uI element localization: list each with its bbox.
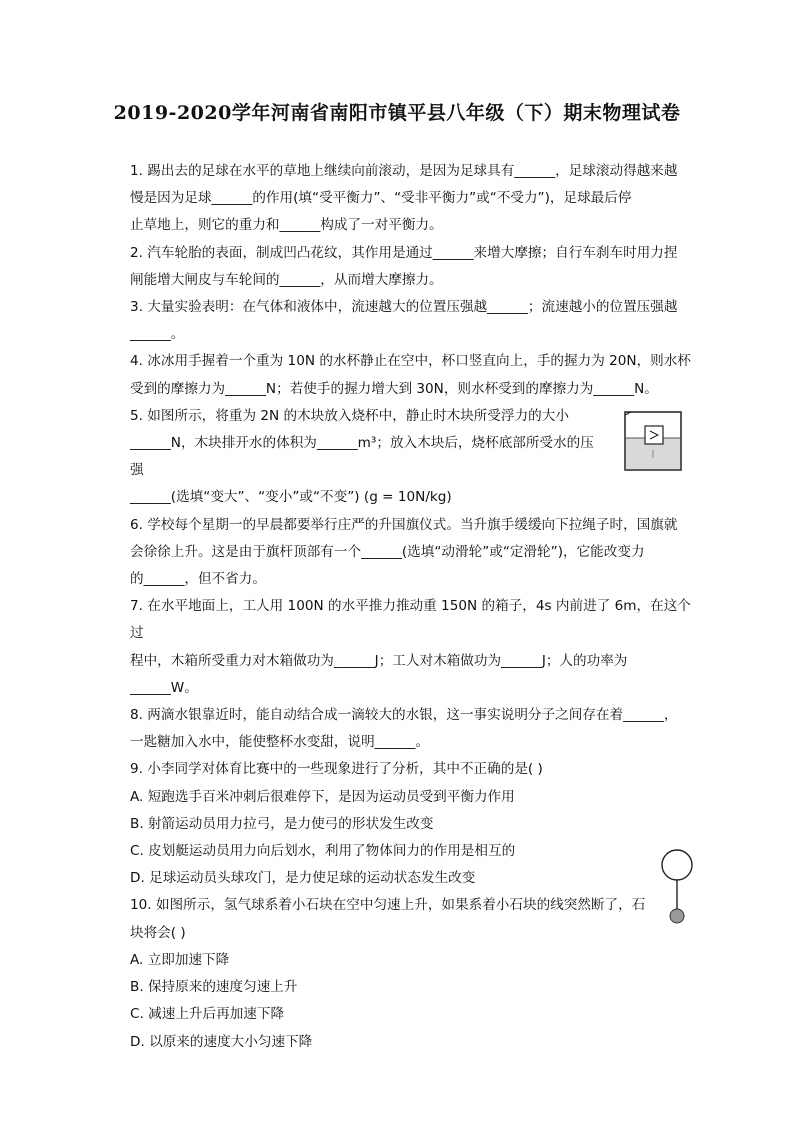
question-line: 3. 大量实验表明：在气体和液体中，流速越大的位置压强越______；流速越小的位置压强越 <box>130 299 678 316</box>
question-line: 一匙糖加入水中，能使整杯水变甜，说明______。 <box>130 734 430 751</box>
question-line: ______N，木块排开水的体积为______m³；放入木块后，烧杯底部所受水的压强 <box>130 435 594 479</box>
question-4 <box>130 348 695 402</box>
question-line: 闸能增大闸皮与车轮间的______，从而增大摩擦力。 <box>130 271 443 288</box>
beaker-figure <box>623 410 683 472</box>
question-3 <box>130 294 695 348</box>
question-line: 止草地上，则它的重力和______构成了一对平衡力。 <box>130 217 443 234</box>
option-d: D. 以原来的速度大小匀速下降 <box>130 1033 313 1050</box>
balloon-icon <box>662 850 692 880</box>
question-line: ______W。 <box>130 679 198 696</box>
question-stem: 9. 小李同学对体育比赛中的一些现象进行了分析，其中不正确的是( ) <box>130 761 543 778</box>
wood-block <box>645 426 663 444</box>
question-line: 会徐徐上升。这是由于旗杆顶部有一个______(选填“动滑轮”或“定滑轮”)，它能改变力 <box>130 543 645 560</box>
stone-icon <box>670 909 684 923</box>
balloon-figure <box>660 848 696 928</box>
question-10 <box>130 892 695 1055</box>
question-2 <box>130 240 695 294</box>
question-line: ______(选填“变大”、“变小”或“不变”) (g = 10N/kg) <box>130 489 452 506</box>
option-a: A. 短跑选手百米冲刺后很难停下，是因为运动员受到平衡力作用 <box>130 788 515 805</box>
option-b: B. 射箭运动员用力拉弓，是力使弓的形状发生改变 <box>130 815 434 832</box>
option-c: C. 皮划艇运动员用力向后划水，利用了物体间力的作用是相互的 <box>130 843 516 860</box>
question-line: 6. 学校每个星期一的早晨都要举行庄严的升国旗仪式。当升旗手缓缓向下拉绳子时，国旗就 <box>130 516 678 533</box>
question-8 <box>130 702 695 756</box>
option-c: C. 减速上升后再加速下降 <box>130 1006 285 1023</box>
exam-title: 2019-2020学年河南省南阳市镇平县八年级（下）期末物理试卷 <box>113 102 681 124</box>
question-line: 块将会( ) <box>130 924 186 941</box>
option-d: D. 足球运动员头球攻门，是力使足球的运动状态发生改变 <box>130 870 476 887</box>
question-5 <box>130 403 695 512</box>
question-line: 程中，木箱所受重力对木箱做功为______J；工人对木箱做功为______J；人的功率为 <box>130 652 628 669</box>
question-line: 8. 两滴水银靠近时，能自动结合成一滴较大的水银，这一事实说明分子之间存在着______， <box>130 707 678 724</box>
option-b: B. 保持原来的速度匀速上升 <box>130 979 298 996</box>
question-line: ______。 <box>130 326 185 343</box>
question-line: 的______，但不省力。 <box>130 571 266 588</box>
question-line: 2. 汽车轮胎的表面，制成凹凸花纹，其作用是通过______来增大摩擦；自行车刹车时用力捏 <box>130 244 678 261</box>
question-line: 4. 冰冰用手握着一个重为 10N 的水杯静止在空中，杯口竖直向上，手的握力为 20N，则水杯 <box>130 353 691 370</box>
question-line: 1. 踢出去的足球在水平的草地上继续向前滚动，是因为足球具有______，足球滚动得越来越 <box>130 163 678 179</box>
questions <box>130 158 695 1056</box>
question-line: 受到的摩擦力为______N；若使手的握力增大到 30N，则水杯受到的摩擦力为______N。 <box>130 380 658 397</box>
question-line: 7. 在水平地面上，工人用 100N 的水平推力推动重 150N 的箱子，4s 内前进了 6m，在这个过 <box>130 598 691 642</box>
question-line: 10. 如图所示，氢气球系着小石块在空中匀速上升，如果系着小石块的线突然断了，石 <box>130 897 646 914</box>
question-9 <box>130 756 695 892</box>
option-a: A. 立即加速下降 <box>130 951 230 968</box>
question-1 <box>130 158 695 240</box>
question-6 <box>130 512 695 594</box>
question-line: 5. 如图所示，将重为 2N 的木块放入烧杯中，静止时木块所受浮力的大小 <box>130 407 569 424</box>
question-7 <box>130 593 695 702</box>
question-line: 慢是因为足球______的作用(填“受平衡力”、“受非平衡力”或“不受力”)，足球最后停 <box>130 190 632 207</box>
